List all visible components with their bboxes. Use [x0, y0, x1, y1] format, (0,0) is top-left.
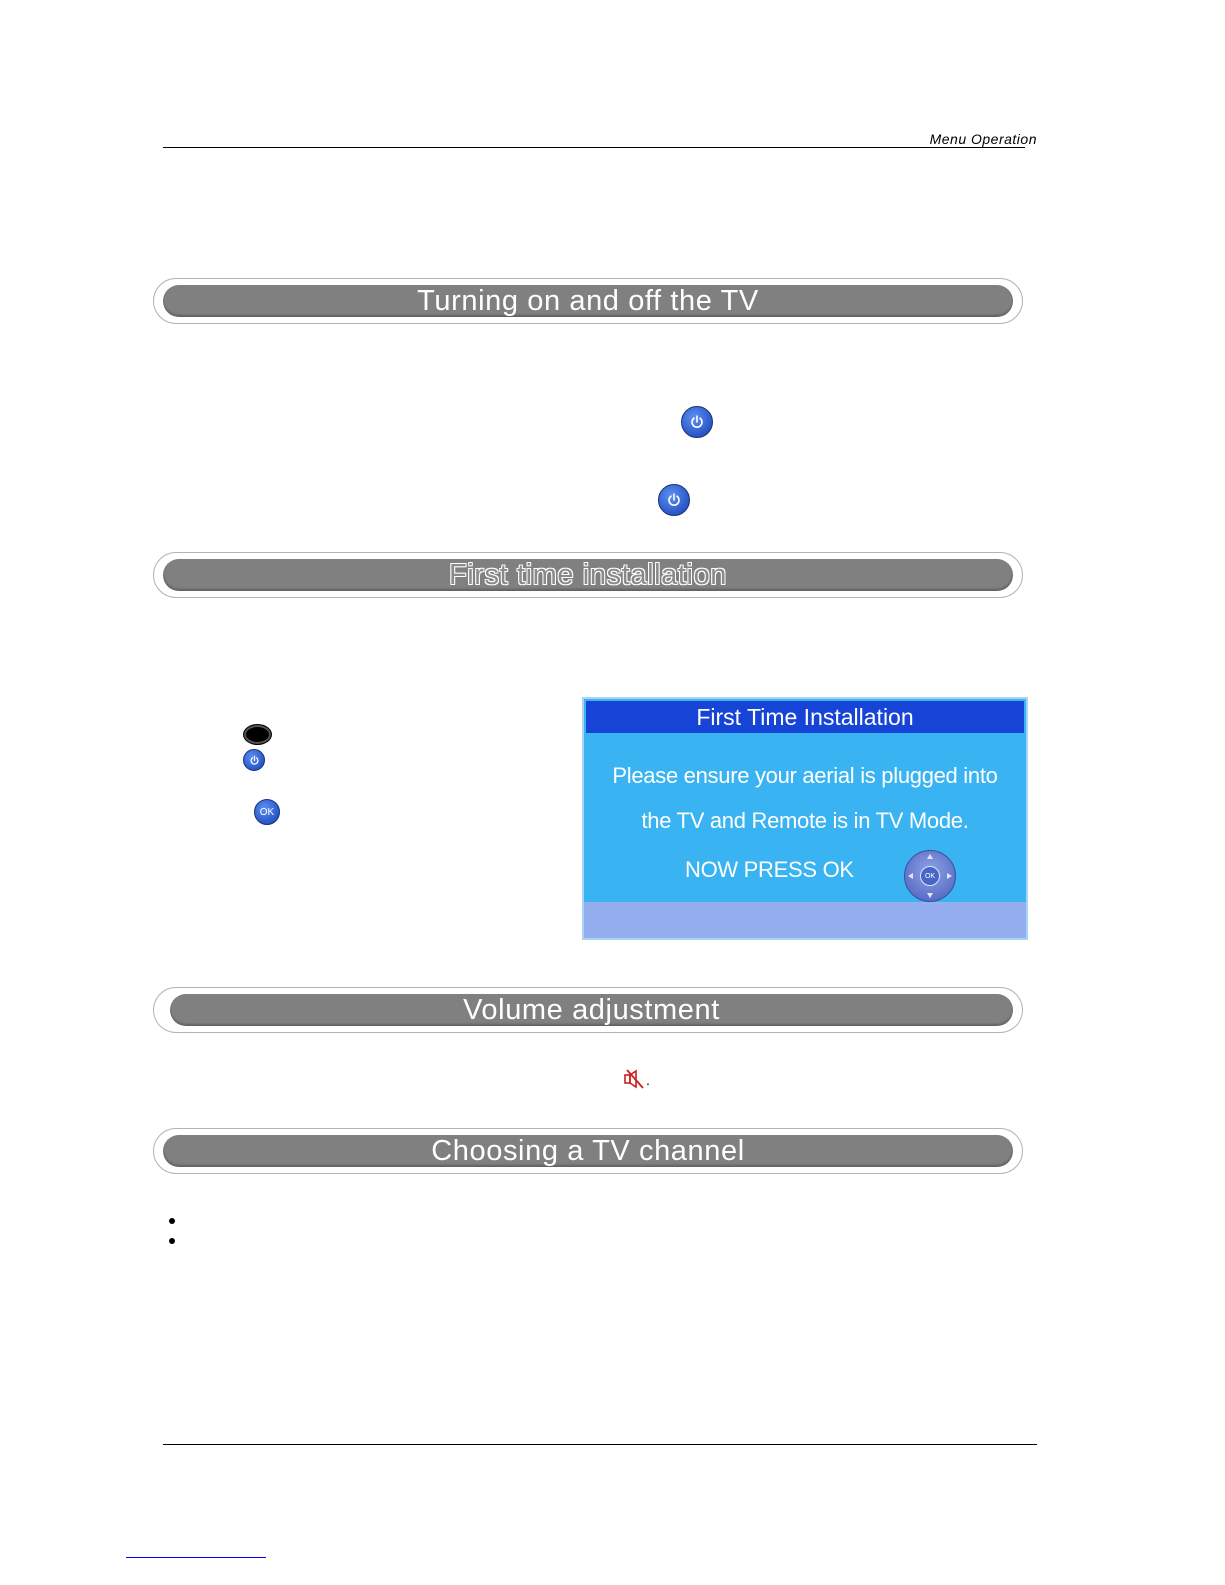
screen-instruction-line-2: the TV and Remote is in TV Mode. — [641, 808, 969, 833]
screen-instruction-line-1: Please ensure your aerial is plugged into — [612, 763, 998, 788]
header-rule — [163, 147, 1025, 148]
first-time-installation-screen — [582, 697, 1028, 940]
section-volume-adjustment — [153, 987, 1023, 1033]
section-title: First time installation — [448, 558, 728, 591]
section-bar — [170, 994, 1013, 1026]
section-title: Turning on and off the TV — [417, 284, 759, 317]
power-icon — [658, 484, 690, 516]
power-icon — [681, 406, 713, 438]
ok-label: OK — [259, 806, 275, 818]
section-bar — [163, 1135, 1013, 1167]
section-choosing-tv-channel — [153, 1128, 1023, 1174]
source-button-icon — [243, 724, 272, 745]
screen-press-ok-prompt: NOW PRESS OK — [685, 857, 854, 882]
mute-sentence-period: . — [646, 1072, 650, 1088]
list-bullet — [169, 1238, 175, 1244]
section-first-time-installation — [153, 552, 1023, 598]
section-turning-on-off — [153, 278, 1023, 324]
list-bullet — [169, 1218, 175, 1224]
screen-footer-bar — [584, 902, 1026, 938]
dpad-ok-icon — [904, 850, 956, 902]
ok-button-icon — [254, 799, 280, 825]
page-section-label: Menu Operation — [929, 131, 1037, 147]
mute-icon — [624, 1069, 646, 1094]
section-bar — [163, 559, 1013, 591]
dpad-ok-label: OK — [920, 866, 940, 886]
footer-link-underline[interactable] — [126, 1557, 266, 1558]
power-icon — [243, 749, 265, 771]
screen-title: First Time Installation — [586, 701, 1024, 733]
section-title: Choosing a TV channel — [431, 1134, 745, 1167]
footer-rule — [163, 1444, 1037, 1445]
section-bar — [163, 285, 1013, 317]
section-title: Volume adjustment — [463, 993, 720, 1026]
